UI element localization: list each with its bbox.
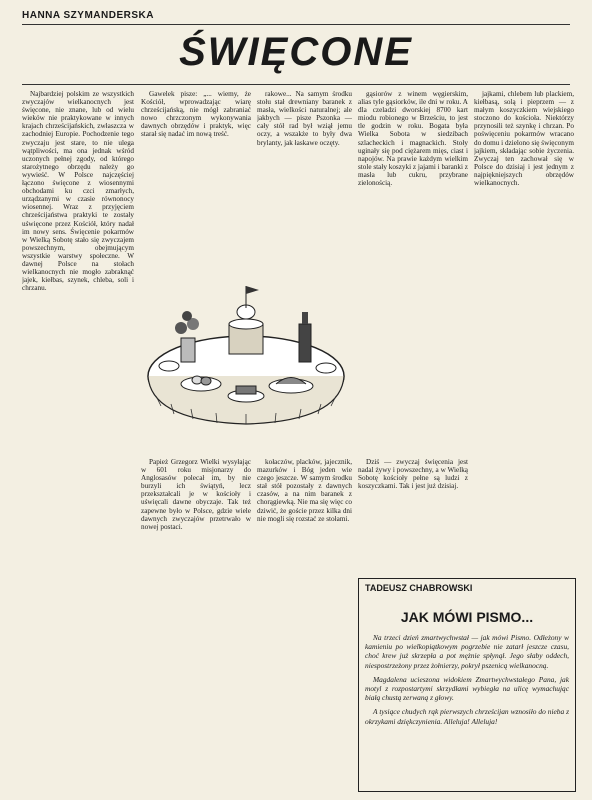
article-column-6 bbox=[141, 458, 251, 793]
article-title: ŚWIĘCONE bbox=[179, 30, 413, 74]
paragraph: kołaczów, placków, jajecznik, mazurków i Bóg jeden wie czego jeszcze. W samym środku stał stół pozostały z dawnych czasów, a na nim baranek z chorągiewką. Nie ma się więc co dziwić, że goście przez kilka dni nie mogli się rozstać ze stołami. bbox=[257, 458, 352, 523]
sidebar-box bbox=[358, 578, 576, 792]
easter-table-illustration bbox=[141, 246, 352, 452]
title-rule bbox=[22, 84, 570, 85]
sidebar-paragraph: A tysiące chudych rąk pierwszych chrześcijan wznosiło do nieba z okrzykami dziękczynienia. Alleluja! Alleluja! bbox=[365, 707, 569, 726]
sidebar-paragraph: Magdalena ucieszona widokiem Zmartwychwstałego Pana, jak motyl z rozpostartymi skrzydłami wybiegła na ulicę wymachując białą chustą zerwaną z głowy. bbox=[365, 674, 569, 703]
sidebar-paragraph: Na trzeci dzień zmartwychwstał — jak mówi Pismo. Odłeżony w kamieniu po wielkopiątkowym pogrzebie nie zatarł jeszcze czasu, choć krew już skrzepła a pot mężnie spłynął. Jego słaby oddech, niespostrzeżony przez żołnierzy, pokrył pszenicą wielkanocną. bbox=[365, 633, 569, 670]
paragraph: rakowe... Na samym środku stołu stał drewniany baranek z masła, wielkości naturalnej; ale jakbych — pisze Pszonka — cały stół rad był wziął jemu oczy, a wszakże to były dwa brylanty, jak łaskawe oczęty. bbox=[257, 90, 352, 147]
article-column-2 bbox=[141, 90, 251, 240]
paragraph: jajkami, chlebem lub plackiem, kiełbasą, solą i pieprzem — z małym koszyczkiem wiejskiego stoczono do kościoła. Niektórzy przynosili też szynkę i chrzan. Po poświęceniu pokarmów wracano do domu i dzielono się święconym jajkiem, składając sobie życzenia. Zwyczaj ten zachował się w Polsce do dzisiaj i jest jednym z najpiękniejszych obrzędów wielkanocnych. bbox=[474, 90, 574, 188]
sidebar-text bbox=[365, 633, 569, 731]
article-author: HANNA SZYMANDERSKA bbox=[22, 10, 154, 21]
paragraph: gąsiorów z winem węgierskim, alias tyle gąsiorków, ile dni w roku. A dla czeladzi dworskiej 8700 kart miodu robionego w Brześciu, to jest tle godzin w roku. Bogata była Wielka Sobota w siedzibach szlacheckich i magnackich. Stoły uginały się pod ciężarem mięs, ciast i napojów. Na prawie każdym wielkim stole stały koszyki z jajami i baranki z masła lub cukru, przybrane zielonością. bbox=[358, 90, 468, 188]
paragraph: Dziś — zwyczaj święcenia jest nadal żywy i powszechny, a w Wielką Sobotę kościoły pełne są ludzi z koszyczkami. Tak i jest już dzisiaj. bbox=[358, 458, 468, 491]
article-column-3 bbox=[257, 90, 352, 240]
article-column-8 bbox=[358, 458, 468, 553]
article-column-1 bbox=[22, 90, 134, 790]
paragraph: Najbardziej polskim ze wszystkich zwyczajów wielkanocnych jest święcone, nie znane, lub od wielu wieków nie praktykowane w innych krajach chrześcijańskich, zwłaszcza w zachodniej Europie. Pochodzenie tego zwyczaju jest stare, to nie ulega wątpliwości, ma ona jednak wśród uczonych pełnej zgody, od którego starożytnego obrzędu należy go wywieść. W Polsce najczęściej łączono święcone z wiosennymi obchodami ku czci zmarłych, urządzanymi w czasie równonocy wiosennej. Wraz z przyjęciem chrześcijaństwa praktyki te zostały uświęcone przez Kościół, który nadał im nowy sens. Święcenie pokarmów w Wielką Sobotę stało się zwyczajem powszechnym, obejmującym wszystkie warstwy społeczne. W dawnej Polsce na stołach wielkanocnych nie mogło zabraknąć jajek, kiełbas, szynek, chleba, soli i chrzanu. bbox=[22, 90, 134, 293]
sidebar-author: TADEUSZ CHABROWSKI bbox=[365, 583, 473, 593]
article-column-7 bbox=[257, 458, 352, 793]
paragraph: Gawelek pisze: „... wiemy, że Kościół, wprowadzając wiarę chrześcijańską, nie mógł zabraniać nowo chrzczonym wykonywania dawnych obrzędów i praktyk, więc starał się nadać im nową treść. bbox=[141, 90, 251, 139]
article-column-5 bbox=[474, 90, 574, 560]
header-rule bbox=[22, 24, 570, 25]
sidebar-title: JAK MÓWI PISMO... bbox=[400, 609, 534, 625]
paragraph: Papież Grzegorz Wielki wysyłając w 601 roku misjonarzy do Anglosasów polecał im, by nie burzyli ich świątyń, lecz przekształcali je w kościoły i uświęcali dawne obyczaje. Tak też zapewne było w Polsce, gdzie wiele dawnych zwyczajów przetrwało w nowej postaci. bbox=[141, 458, 251, 531]
